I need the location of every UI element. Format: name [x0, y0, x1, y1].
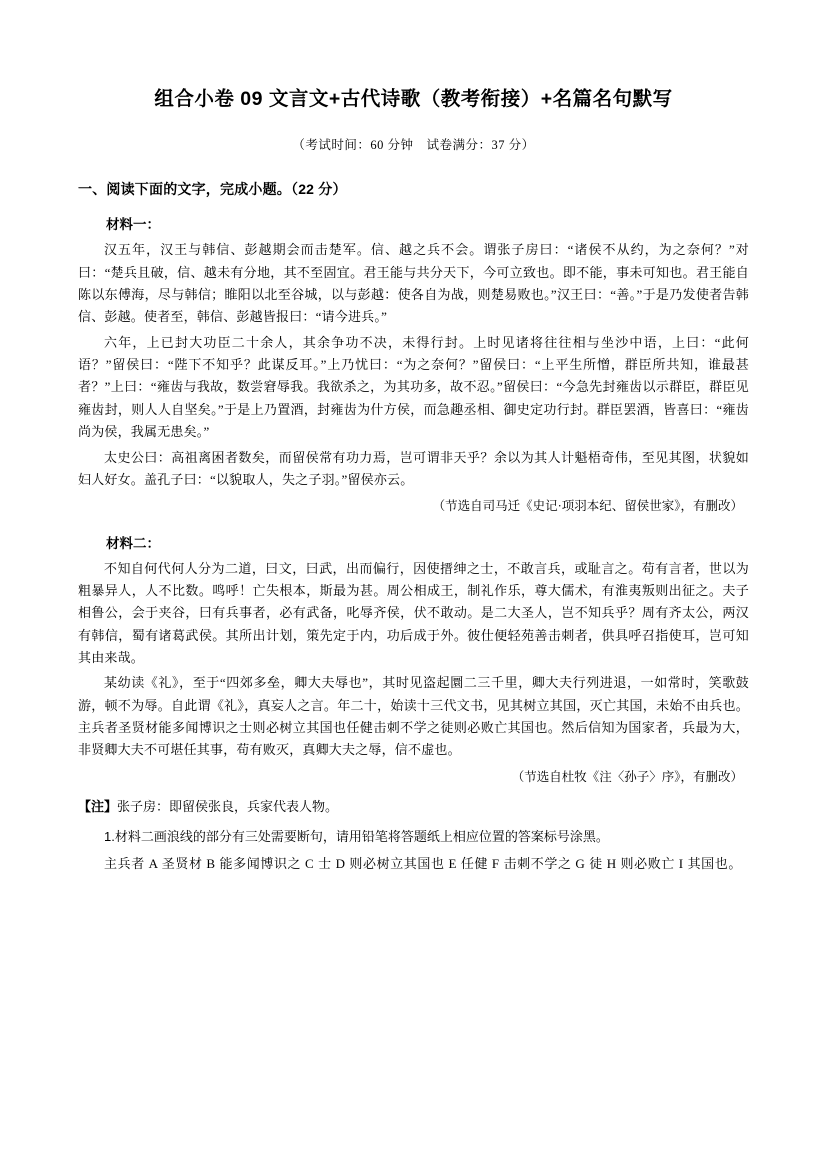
footnote: [78, 796, 749, 818]
footnote-label: 【注】: [78, 798, 118, 814]
question-1-options: 主兵者 A 圣贤材 B 能多闻博识之 C 士 D 则必树立其国也 E 任健 F 击刺不学之 G 徒 H 则必败亡 I 其国也。: [104, 855, 742, 871]
material-two-paragraph-underlined: 某幼读《礼》，至于“四郊多垒，卿大夫辱也”，其时见盗起圜二三千里，卿大夫行列进退，一如常时，笑歌鼓游，顿不为辱。自此谓《礼》，真妄人之言。年二十，始读十三代文书，见其树立其国，灭亡其国，未始不由兵也。主兵者圣贤材能多闻博识之士则必树立其国也任健击刺不学之徒则必败亡其国也。然后信知为国家者，兵最为大，非贤卿大夫不可堪任其事，苟有败灭，真卿大夫之辱，信不虚也。: [78, 675, 749, 758]
exam-info: （考试时间：60 分钟 试卷满分：37 分）: [292, 138, 535, 153]
material-two-label: 材料二：: [106, 535, 160, 551]
material-one-paragraph: 太史公曰：高祖离困者数矣，而留侯常有功力焉，岂可谓非天乎？余以为其人计魁梧奇伟，至见其图，状貌如妇人好女。盖孔子曰：“以貌取人，失之子羽。”留侯亦云。: [78, 449, 749, 487]
question-1: 1.材料二画浪线的部分有三处需要断句，请用铅笔将答题纸上相应位置的答案标号涂黑。: [104, 829, 609, 845]
material-one-label: 材料一：: [106, 217, 160, 233]
footnote-text: 张子房：即留侯张良，兵家代表人物。: [117, 798, 339, 814]
page-title: 组合小卷 09 文言文+古代诗歌（教考衔接）+名篇名句默写: [154, 88, 673, 110]
material-one-source: （节选自司马迁《史记·项羽本纪、留侯世家》，有删改）: [432, 499, 743, 514]
material-two-paragraph: 不知自何代何人分为二道，曰文，曰武，出而偏行，因使搢绅之士，不敢言兵，或耻言之。苟有言者，世以为粗暴异人，人不比数。鸣呼！亡失根本，斯最为甚。周公相成王，制礼作乐，尊大儒术，有淮夷叛则出征之。夫子相鲁公，会于夹谷，曰有兵事者，必有武备，叱辱齐侯，伏不敢动。是二大圣人，岂不知兵乎？周有齐太公，两汉有韩信，蜀有诸葛武侯。其所出计划，策先定于内，功后成于外。彼仕便轻苑善击刺者，供具呼召指使耳，岂可知其由来哉。: [78, 560, 749, 665]
material-one-paragraph: 六年，上已封大功臣二十余人，其余争功不决，未得行封。上时见诸将往往相与坐沙中语，上曰：“此何语？”留侯曰：“陛下不知乎？此谋反耳。”上乃忧曰：“为之奈何？”留侯曰：“上平生所憎，群臣所共知，谁最甚者？”上曰：“雍齿与我故，数尝窘辱我。我欲杀之，为其功多，故不忍。”留侯曰：“今急先封雍齿以示群臣，群臣见雍齿封，则人人自坚矣。”于是上乃置酒，封雍齿为什方侯，而急趣丞相、御史定功行封。群臣罢酒，皆喜曰：“雍齿尚为侯，我属无患矣。”: [78, 334, 749, 440]
material-one-paragraph: 汉五年，汉王与韩信、彭越期会而击楚军。信、越之兵不会。谓张子房曰：“诸侯不从约，为之奈何？”对曰：“楚兵且破，信、越未有分地，其不至固宜。君王能与共分天下，今可立致也。即不能，事未可知也。君王能自陈以东傅海，尽与韩信；睢阳以北至谷城，以与彭越：使各自为战，则楚易败也。”汉王曰：“善。”于是乃发使者告韩信、彭越。使者至，韩信、彭越皆报曰：“请今进兵。”: [78, 242, 749, 325]
material-two-source: （节选自杜牧《注〈孙子〉序》，有删改）: [511, 769, 743, 784]
section-heading: 一、阅读下面的文字，完成小题。（22 分）: [78, 181, 347, 198]
